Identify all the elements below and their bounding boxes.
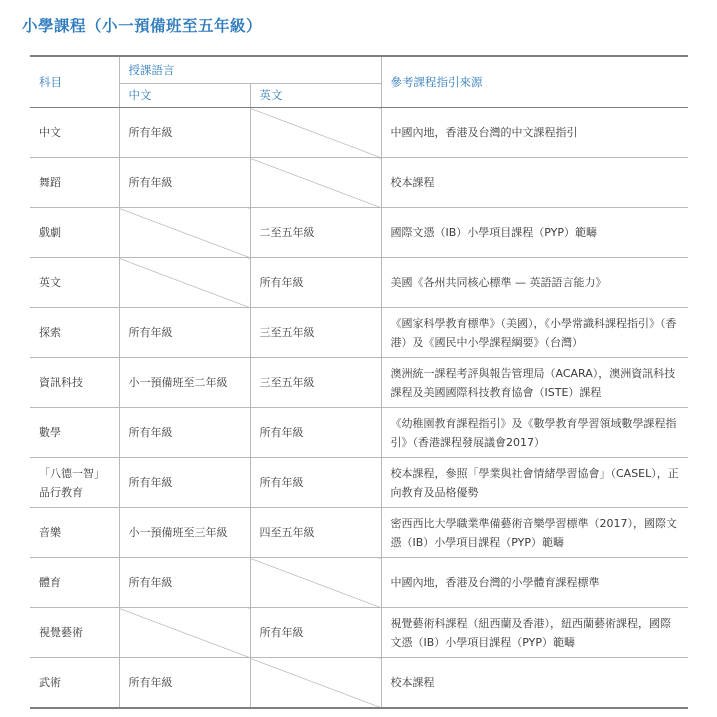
subject-cell: 資訊科技	[30, 358, 119, 408]
subject-cell: 數學	[30, 408, 119, 458]
reference-cell: 校本課程	[381, 158, 688, 208]
chinese-grade-cell: 所有年級	[119, 658, 250, 709]
chinese-grade-cell: 小一預備班至二年級	[119, 358, 250, 408]
reference-cell: 校本課程，參照「學業與社會情緒學習協會」（CASEL），正向教育及品格優勢	[381, 458, 688, 508]
english-empty-cell	[250, 108, 381, 158]
chinese-empty-cell	[119, 608, 250, 658]
chinese-header: 中文	[119, 84, 250, 108]
english-grade-cell: 所有年級	[250, 258, 381, 308]
english-empty-cell	[250, 558, 381, 608]
english-grade-cell: 所有年級	[250, 458, 381, 508]
table-row	[30, 508, 688, 558]
reference-cell: 《幼稚園教育課程指引》及《數學教育學習領域數學課程指引》（香港課程發展議會2017）	[381, 408, 688, 458]
reference-cell: 校本課程	[381, 658, 688, 709]
table-row	[30, 358, 688, 408]
subject-cell: 體育	[30, 558, 119, 608]
chinese-grade-cell: 所有年級	[119, 408, 250, 458]
subject-cell: 戲劇	[30, 208, 119, 258]
chinese-grade-cell: 所有年級	[119, 158, 250, 208]
reference-header: 參考課程指引來源	[381, 56, 688, 108]
subject-cell: 探索	[30, 308, 119, 358]
table-row	[30, 658, 688, 709]
subject-cell: 舞蹈	[30, 158, 119, 208]
english-grade-cell: 三至五年級	[250, 358, 381, 408]
table-row	[30, 258, 688, 308]
english-header: 英文	[250, 84, 381, 108]
chinese-empty-cell	[119, 258, 250, 308]
english-grade-cell: 四至五年級	[250, 508, 381, 558]
english-empty-cell	[250, 158, 381, 208]
table-row	[30, 458, 688, 508]
subject-cell: 英文	[30, 258, 119, 308]
reference-cell: 密西西比大學職業準備藝術音樂學習標準（2017），國際文憑（IB）小學項目課程（PYP）範疇	[381, 508, 688, 558]
curriculum-table	[30, 55, 688, 709]
page-title: 小學課程（小一預備班至五年級）	[22, 17, 263, 35]
reference-cell: 中國內地，香港及台灣的小學體育課程標準	[381, 558, 688, 608]
chinese-grade-cell: 小一預備班至三年級	[119, 508, 250, 558]
subject-cell: 中文	[30, 108, 119, 158]
header-row	[30, 56, 688, 84]
table-row	[30, 158, 688, 208]
subject-cell: 「八德一智」品行教育	[30, 458, 119, 508]
table-row	[30, 208, 688, 258]
chinese-grade-cell: 所有年級	[119, 558, 250, 608]
subject-cell: 視覺藝術	[30, 608, 119, 658]
reference-cell: 澳洲統一課程考評與報告管理局（ACARA），澳洲資訊科技課程及美國國際科技教育協會（ISTE）課程	[381, 358, 688, 408]
reference-cell: 國際文憑（IB）小學項目課程（PYP）範疇	[381, 208, 688, 258]
reference-cell: 《國家科學教育標準》（美國），《小學常識科課程指引》（香港）及《國民中小學課程綱要》（台灣）	[381, 308, 688, 358]
table-row	[30, 558, 688, 608]
chinese-grade-cell: 所有年級	[119, 308, 250, 358]
chinese-grade-cell: 所有年級	[119, 458, 250, 508]
reference-cell: 美國《各州共同核心標準 — 英語語言能力》	[381, 258, 688, 308]
chinese-grade-cell: 所有年級	[119, 108, 250, 158]
table-row	[30, 308, 688, 358]
table-row	[30, 608, 688, 658]
subject-cell: 音樂	[30, 508, 119, 558]
english-grade-cell: 所有年級	[250, 608, 381, 658]
table-row	[30, 408, 688, 458]
english-grade-cell: 二至五年級	[250, 208, 381, 258]
teaching-language-header: 授課語言	[119, 56, 381, 84]
chinese-empty-cell	[119, 208, 250, 258]
english-grade-cell: 三至五年級	[250, 308, 381, 358]
table-row	[30, 108, 688, 158]
reference-cell: 視覺藝術科課程（紐西蘭及香港），紐西蘭藝術課程，國際文憑（IB）小學項目課程（PYP）範疇	[381, 608, 688, 658]
english-empty-cell	[250, 658, 381, 709]
english-grade-cell: 所有年級	[250, 408, 381, 458]
subject-header: 科目	[30, 56, 119, 108]
subject-cell: 武術	[39, 676, 61, 689]
reference-cell: 中國內地，香港及台灣的中文課程指引	[381, 108, 688, 158]
